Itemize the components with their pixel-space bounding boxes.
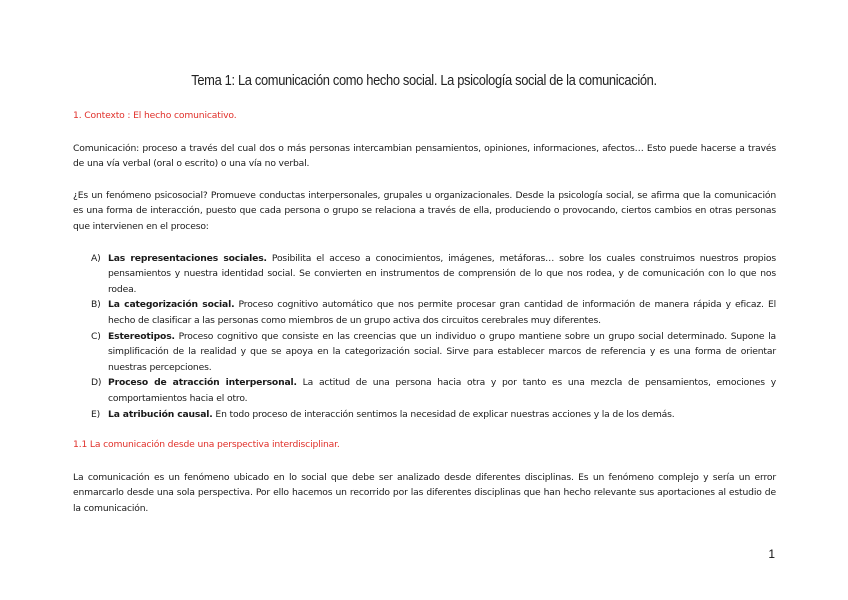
page-number: 1 (768, 547, 775, 561)
list-item (73, 297, 776, 328)
list-text: Posibilita el acceso a conocimientos, imágenes, metáforas… sobre los cuales construimos nuestros propios pensamientos y nuestra identidad social. Se convierten en instrumentos de comprensión de lo que nos rodea, y de comunicación con lo que nos rodea. (108, 252, 776, 295)
list-term: Las representaciones sociales. (108, 252, 267, 264)
list-text: En todo proceso de interacción sentimos la necesidad de explicar nuestras acciones y la de los demás. (212, 408, 675, 420)
paragraph-psychosocial: ¿Es un fenómeno psicosocial? Promueve conductas interpersonales, grupales u organizacionales. Desde la psicología social, se afirma que la comunicación es una forma de interacción, puesto que cada persona o grupo se relaciona a través de ella, produciendo o provocando, ciertos cambios en otras personas que intervienen en el proceso: (73, 189, 776, 232)
list-item (73, 251, 776, 298)
list-marker: E) (91, 408, 101, 420)
section-heading-1: 1. Contexto : El hecho comunicativo. (73, 110, 237, 121)
list-term: Proceso de atracción interpersonal. (108, 377, 297, 389)
paragraph-interdisciplinary: La comunicación es un fenómeno ubicado en lo social que debe ser analizado desde diferentes disciplinas. Es un fenómeno complejo y sería un error enmarcarlo desde una sola perspectiva. Por ello hacemos un recorrido por las diferentes disciplinas que han hecho relevante sus aportaciones al estudio de la comunicación. (73, 471, 776, 514)
list-term: La atribución causal. (108, 408, 213, 420)
list-text: Proceso cognitivo automático que nos permite procesar gran cantidad de información de manera rápida y eficaz. El hecho de clasificar a las personas como miembros de un grupo activa dos circuitos cerebrales muy diferentes. (108, 299, 776, 326)
section-heading-1-1: 1.1 La comunicación desde una perspectiva interdisciplinar. (73, 439, 340, 451)
document-body (73, 108, 776, 532)
list-marker: A) (91, 252, 101, 264)
list-marker: B) (91, 299, 101, 311)
list-term: La categorización social. (108, 299, 235, 311)
list-item (73, 407, 776, 423)
list-marker: C) (91, 330, 101, 342)
list-item (73, 375, 776, 406)
concept-list (73, 251, 776, 423)
list-marker: D) (91, 377, 102, 389)
list-item (73, 329, 776, 376)
list-term: Estereotipos. (108, 330, 175, 342)
list-text: Proceso cognitivo que consiste en las creencias que un individuo o grupo mantiene sobre un grupo social determinado. Supone la simplificación de la realidad y que se apoya en la categorización social. Sirve para establecer marcos de referencia y es una forma de orientar nuestras percepciones. (108, 330, 776, 373)
list-text: La actitud de una persona hacia otra y por tanto es una mezcla de pensamientos, emociones y comportamientos hacia el otro. (108, 377, 777, 404)
paragraph-definition: Comunicación: proceso a través del cual dos o más personas intercambian pensamientos, opiniones, informaciones, afectos… Esto puede hacerse a través de una vía verbal (oral o escrito) o una vía no verbal. (73, 142, 776, 170)
page-title: Tema 1: La comunicación como hecho social. La psicología social de la comunicación. (191, 72, 657, 89)
